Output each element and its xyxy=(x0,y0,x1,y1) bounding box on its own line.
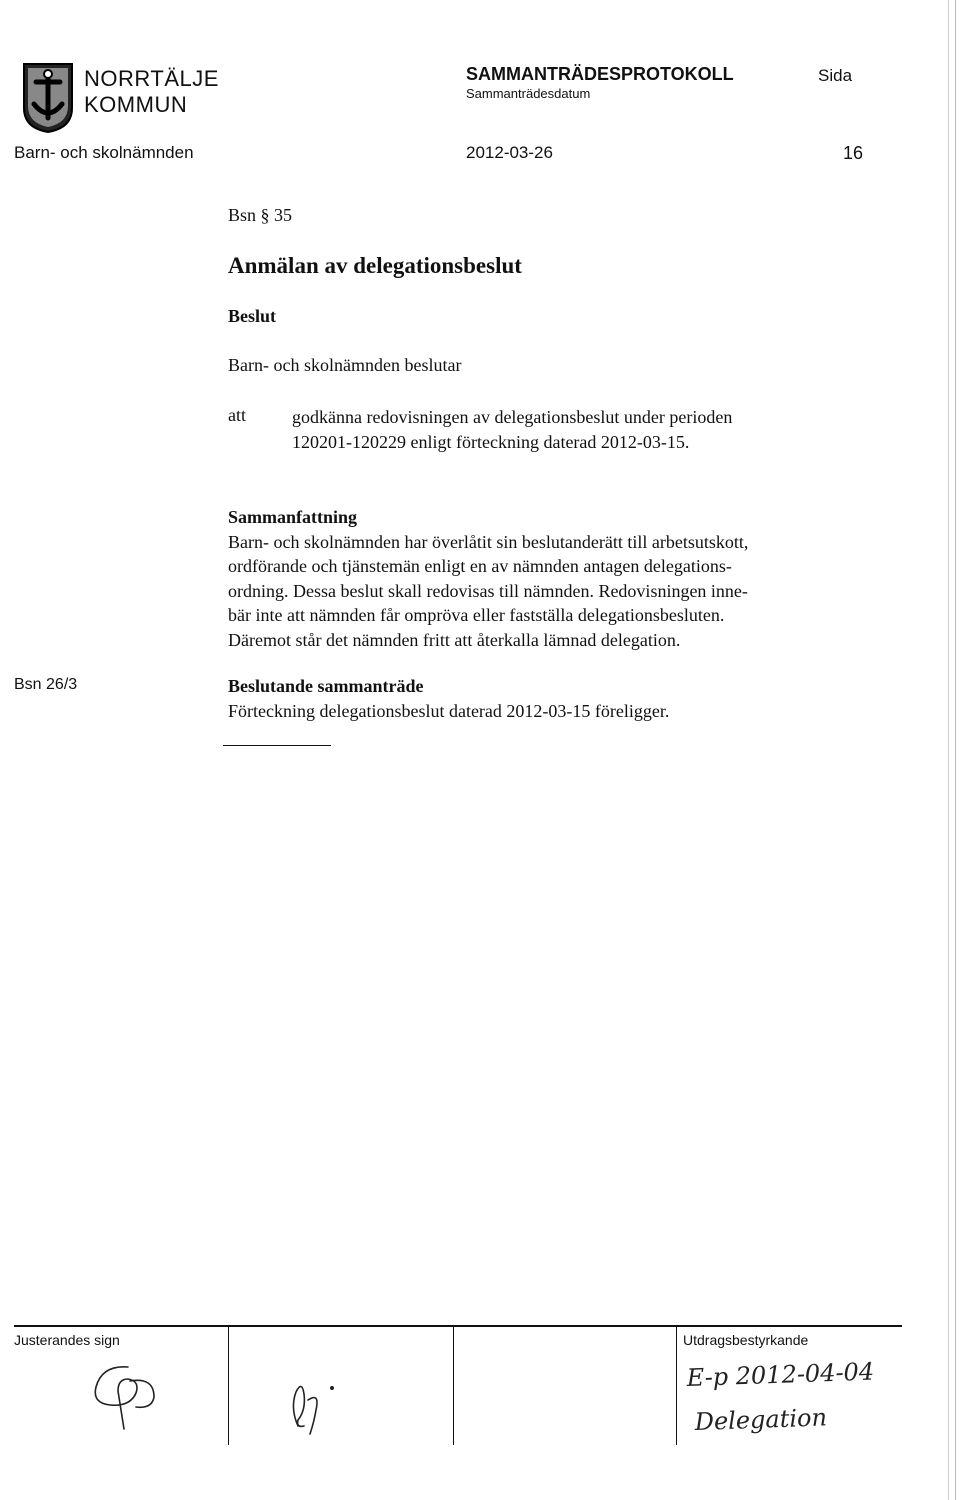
decision-line: 120201-120229 enligt förteckning daterad 2012-03-15. xyxy=(292,432,690,452)
signature-2 xyxy=(286,1370,356,1440)
item-title: Anmälan av delegationsbeslut xyxy=(228,253,522,278)
org-name-line2: KOMMUN xyxy=(84,92,188,117)
handwritten-line-2: Delegation xyxy=(694,1403,828,1436)
scan-edge-line xyxy=(955,0,956,1500)
summary-line: bär inte att nämnden får ompröva eller fastställa delegationsbesluten. xyxy=(228,605,725,626)
signature-1 xyxy=(84,1357,164,1435)
basis-text: Förteckning delegationsbeslut daterad 2012-03-15 föreligger. xyxy=(228,701,670,721)
footer-divider xyxy=(676,1325,677,1445)
page-number: 16 xyxy=(843,143,864,163)
decision-text xyxy=(292,405,852,455)
committee-name: Barn- och skolnämnden xyxy=(14,143,194,162)
decision-att: att xyxy=(228,405,246,425)
justerande-sign-label: Justerandes sign xyxy=(14,1332,120,1348)
document-title: SAMMANTRÄDESPROTOKOLL xyxy=(466,64,734,84)
org-name-line1: NORRTÄLJE xyxy=(84,66,219,91)
summary-line: Barn- och skolnämnden har överlåtit sin beslutanderätt till arbetsutskott, xyxy=(228,532,749,552)
page-label: Sida xyxy=(818,66,853,85)
footer-rule xyxy=(14,1325,902,1327)
summary-line: ordning. Dessa beslut skall redovisas till nämnden. Redovisningen inne- xyxy=(228,580,748,601)
side-reference: Bsn 26/3 xyxy=(14,676,78,693)
decision-heading: Beslut xyxy=(228,306,277,326)
handwritten-line-1: E-p 2012-04-04 xyxy=(686,1357,875,1392)
handwritten-certification xyxy=(683,1352,903,1442)
decision-intro: Barn- och skolnämnden beslutar xyxy=(228,355,462,375)
footer-divider xyxy=(453,1325,454,1445)
decision-line: godkänna redovisningen av delegationsbeslut under perioden xyxy=(292,407,733,427)
meeting-date: 2012-03-26 xyxy=(466,143,553,162)
utdragsbestyrkande-label: Utdragsbestyrkande xyxy=(683,1332,809,1348)
summary-heading: Sammanfattning xyxy=(228,507,358,527)
scan-edge-line xyxy=(948,0,949,1500)
summary-line: ordförande och tjänstemän enligt en av nämnden antagen delegations- xyxy=(228,556,732,577)
paragraph-reference: Bsn § 35 xyxy=(228,205,293,225)
date-label: Sammanträdesdatum xyxy=(466,86,591,101)
municipality-logo xyxy=(22,62,74,134)
summary-line: Däremot står det nämnden fritt att återkalla lämnad delegation. xyxy=(228,629,681,650)
basis-heading: Beslutande sammanträde xyxy=(228,676,424,696)
section-end-rule xyxy=(223,745,331,746)
footer-divider xyxy=(228,1325,229,1445)
summary-text xyxy=(228,530,858,652)
